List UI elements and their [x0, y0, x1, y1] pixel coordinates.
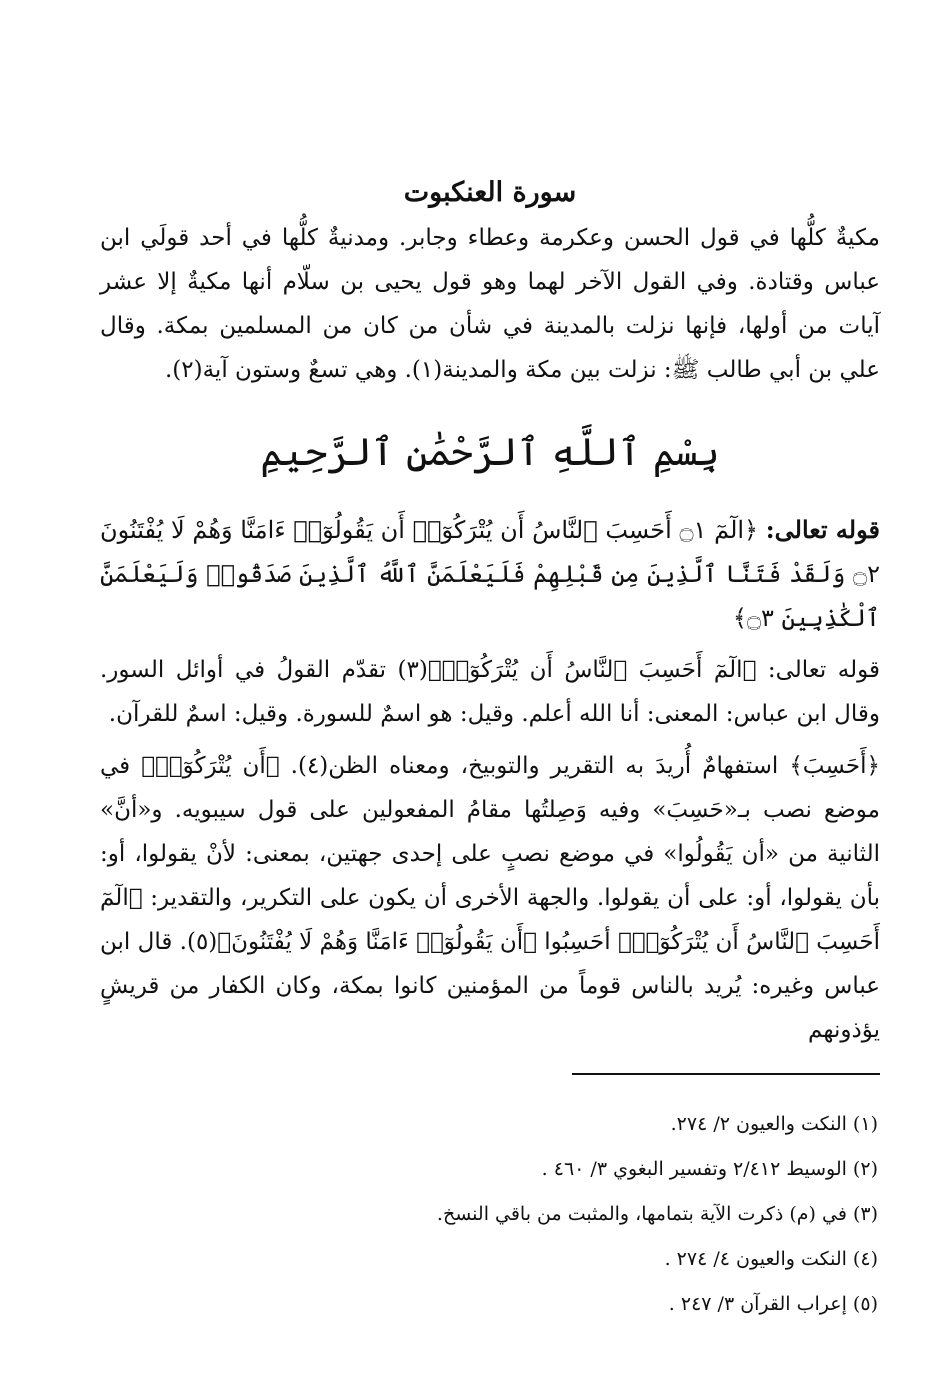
verse-block [100, 508, 880, 640]
footnote: (٣) في (م) ذكرت الآية بتمامها، والمثبت من باقي النسخ. [436, 1203, 878, 1225]
footnote: (٢) الوسيط ٢/٤١٢ وتفسير البغوي ٣/ ٤٦٠ . [541, 1158, 878, 1180]
commentary-paragraph-1: قوله تعالى: ﴿الٓمٓ أَحَسِبَ ٱلنَّاسُ أَن يُتْرَكُوٓا۟﴾(٣) تقدّم القولُ في أوائل السور. وقال ابن عباس: المعنى: أنا الله أعلم. وقيل: هو اسمٌ للسورة. وقيل: اسمٌ للقرآن. [100, 657, 880, 727]
footnote: (٤) النكت والعيون ٤/ ٢٧٤ . [664, 1248, 878, 1270]
commentary-paragraph-2: ﴿أَحَسِبَ﴾ استفهامٌ أُريدَ به التقرير والتوبيخ، ومعناه الظن(٤). ﴿أَن يُتْرَكُوٓا۟﴾ في موضع نصب بـ«حَسِبَ» وفيه وَصِلتُها مقامُ المفعولين على قول سيبويه. و«أنَّ» الثانية من «أن يَقُولُوا» في موضع نصبٍ على إحدى جهتين، بمعنى: لأنْ يقولوا، أو: بأن يقولوا، أو: على أن يقولوا. والجهة الأخرى أن يكون على التكرير، والتقدير: ﴿الٓمٓ أَحَسِبَ ٱلنَّاسُ أَن يُتْرَكُوٓا۟﴾ أحَسِبُوا ﴿أَن يَقُولُوٓا۟ ءَامَنَّا وَهُمْ لَا يُفْتَنُونَ﴾(٥). قال ابن عباس وغيره: يُريد بالناس قوماً من المؤمنين كانوا بمكة، وكان الكفار من قريشٍ يؤذونهم [100, 753, 880, 1043]
footnotes [100, 1102, 878, 1327]
basmala: بِسْمِ ٱللَّهِ ٱلرَّحْمَٰنِ ٱلرَّحِيمِ [260, 430, 720, 474]
verse-lead: قوله تعالى: [765, 515, 880, 544]
footnote: (٥) إعراب القرآن ٣/ ٢٤٧ . [668, 1293, 878, 1315]
intro-paragraph: مكيةٌ كلُّها في قول الحسن وعكرمة وعطاء وجابر. ومدنيةٌ كلُّها في أحد قولَي ابن عباس وقتادة. وفي القول الآخر لهما وهو قول يحيى بن سلّام أنها مكيةٌ إلا عشر آيات من أولها، فإنها نزلت بالمدينة في شأن من كان من المسلمين بمكة. وقال علي بن أبي طالب ﷺ: نزلت بين مكة والمدينة(١). وهي تسعٌ وستون آية(٢). [100, 225, 880, 383]
footnote-divider [572, 1073, 880, 1075]
verse-text: ﴿الٓمٓ ۝١ أَحَسِبَ ٱلنَّاسُ أَن يُتْرَكُوٓا۟ أَن يَقُولُوٓا۟ ءَامَنَّا وَهُمْ لَا يُفْتَنُونَ ۝٢ وَلَقَدْ فَتَنَّا ٱلَّذِينَ مِن قَبْلِهِمْ فَلَيَعْلَمَنَّ ٱللَّهُ ٱلَّذِينَ صَدَقُوا۟ وَلَيَعْلَمَنَّ ٱلْكَٰذِبِينَ ۝٣﴾ [100, 516, 880, 632]
page-body [100, 170, 880, 1052]
surah-title: سورة العنكبوت [403, 177, 577, 208]
footnote: (١) النكت والعيون ٢/ ٢٧٤. [670, 1113, 878, 1135]
